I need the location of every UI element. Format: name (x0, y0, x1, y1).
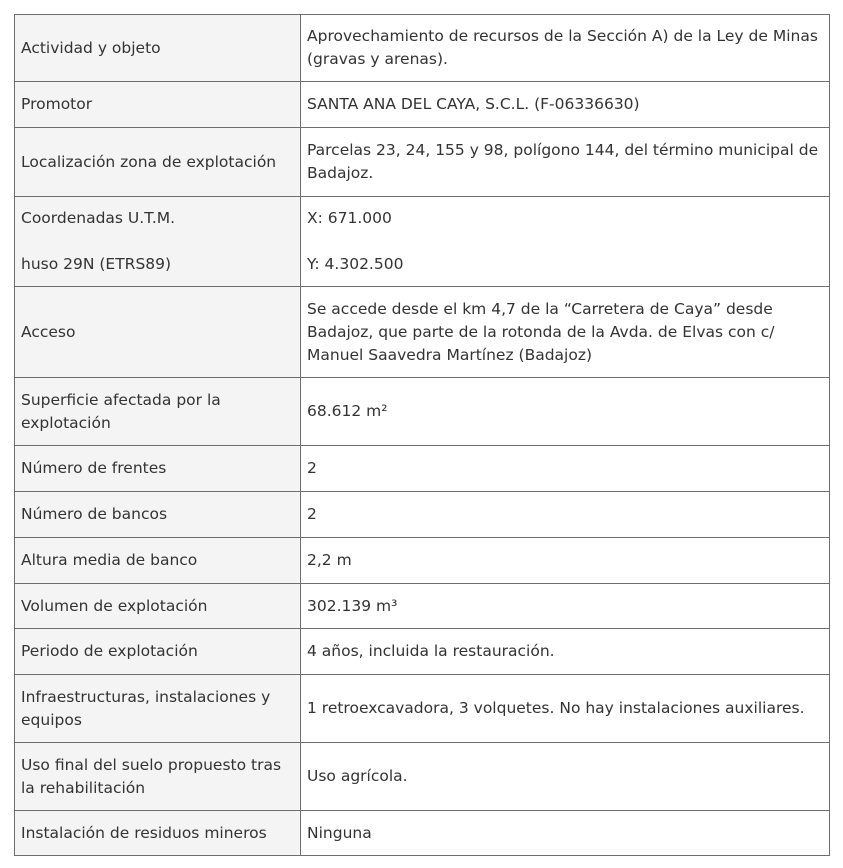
row-value-text: 2 (307, 505, 317, 523)
row-label-text: huso 29N (ETRS89) (21, 255, 172, 273)
row-label-text: Número de bancos (21, 505, 168, 523)
row-label-text: Periodo de explotación (21, 642, 198, 660)
row-value-text: 2,2 m (307, 551, 352, 569)
row-value (301, 743, 830, 811)
row-label (15, 378, 301, 446)
row-value (301, 128, 830, 197)
row-label (15, 584, 301, 629)
row-value (301, 584, 830, 629)
row-value-text: Y: 4.302.500 (307, 255, 404, 273)
table-row (15, 446, 830, 492)
row-value (301, 287, 830, 378)
table-row (15, 743, 830, 811)
row-value (301, 538, 830, 584)
row-value-text: 68.612 m² (307, 402, 388, 420)
row-value-text: Uso agrícola. (307, 767, 408, 785)
table-row (15, 584, 830, 629)
project-data-table (14, 14, 830, 856)
table-row (15, 197, 830, 287)
row-label (15, 287, 301, 378)
row-value (301, 811, 830, 856)
row-label (15, 538, 301, 584)
row-label (15, 743, 301, 811)
row-value-text: X: 671.000 (307, 209, 392, 227)
row-label (15, 197, 301, 287)
row-value-text: 4 años, incluida la restauración. (307, 642, 555, 660)
row-label-text: Número de frentes (21, 459, 167, 477)
row-label-text: Localización zona de explotación (21, 152, 277, 171)
table-row (15, 82, 830, 128)
row-value-text: 1 retroexcavadora, 3 volquetes. No hay instalaciones auxiliares. (307, 699, 805, 717)
row-label-text: Superficie afectada por la explotación (21, 390, 221, 432)
row-value-text: SANTA ANA DEL CAYA, S.C.L. (F-06336630) (307, 95, 640, 113)
row-label (15, 629, 301, 675)
table-row (15, 287, 830, 378)
row-label-text: Altura media de banco (21, 551, 198, 569)
row-label (15, 492, 301, 538)
row-label-text: Acceso (21, 322, 76, 341)
row-label-text: Uso final del suelo propuesto tras la rehabilitación (21, 755, 282, 797)
row-value-text: 302.139 m³ (307, 596, 398, 615)
row-value-text: Se accede desde el km 4,7 de la “Carretera de Caya” desde Badajoz, que parte de la rotonda de la Avda. de Elvas con c/ Manuel Saavedra Martínez (Badajoz) (307, 299, 775, 364)
table-row (15, 128, 830, 197)
row-value-text: 2 (307, 459, 317, 477)
row-value (301, 629, 830, 675)
row-label-text: Coordenadas U.T.M. (21, 209, 176, 227)
row-value (301, 15, 830, 82)
row-value-text: Aprovechamiento de recursos de la Sección A) de la Ley de Minas (gravas y arenas). (307, 27, 818, 68)
row-value (301, 197, 830, 287)
row-label-text: Instalación de residuos mineros (21, 823, 267, 842)
row-label-text: Actividad y objeto (21, 38, 161, 57)
table-row (15, 378, 830, 446)
row-label (15, 675, 301, 743)
row-value (301, 446, 830, 492)
row-value (301, 82, 830, 128)
row-label-text: Volumen de explotación (21, 596, 208, 615)
row-label (15, 82, 301, 128)
table-row (15, 629, 830, 675)
row-label (15, 811, 301, 856)
row-label-text: Promotor (21, 95, 93, 113)
table-row (15, 15, 830, 82)
row-value (301, 492, 830, 538)
row-value (301, 675, 830, 743)
row-value-text: Parcelas 23, 24, 155 y 98, polígono 144, del término municipal de Badajoz. (307, 141, 819, 182)
row-value (301, 378, 830, 446)
row-label (15, 446, 301, 492)
table-row (15, 675, 830, 743)
table-row (15, 811, 830, 856)
table-row (15, 492, 830, 538)
row-label (15, 15, 301, 82)
table-row (15, 538, 830, 584)
row-label-text: Infraestructuras, instalaciones y equipos (21, 687, 271, 729)
row-value-text: Ninguna (307, 823, 372, 842)
row-label (15, 128, 301, 197)
